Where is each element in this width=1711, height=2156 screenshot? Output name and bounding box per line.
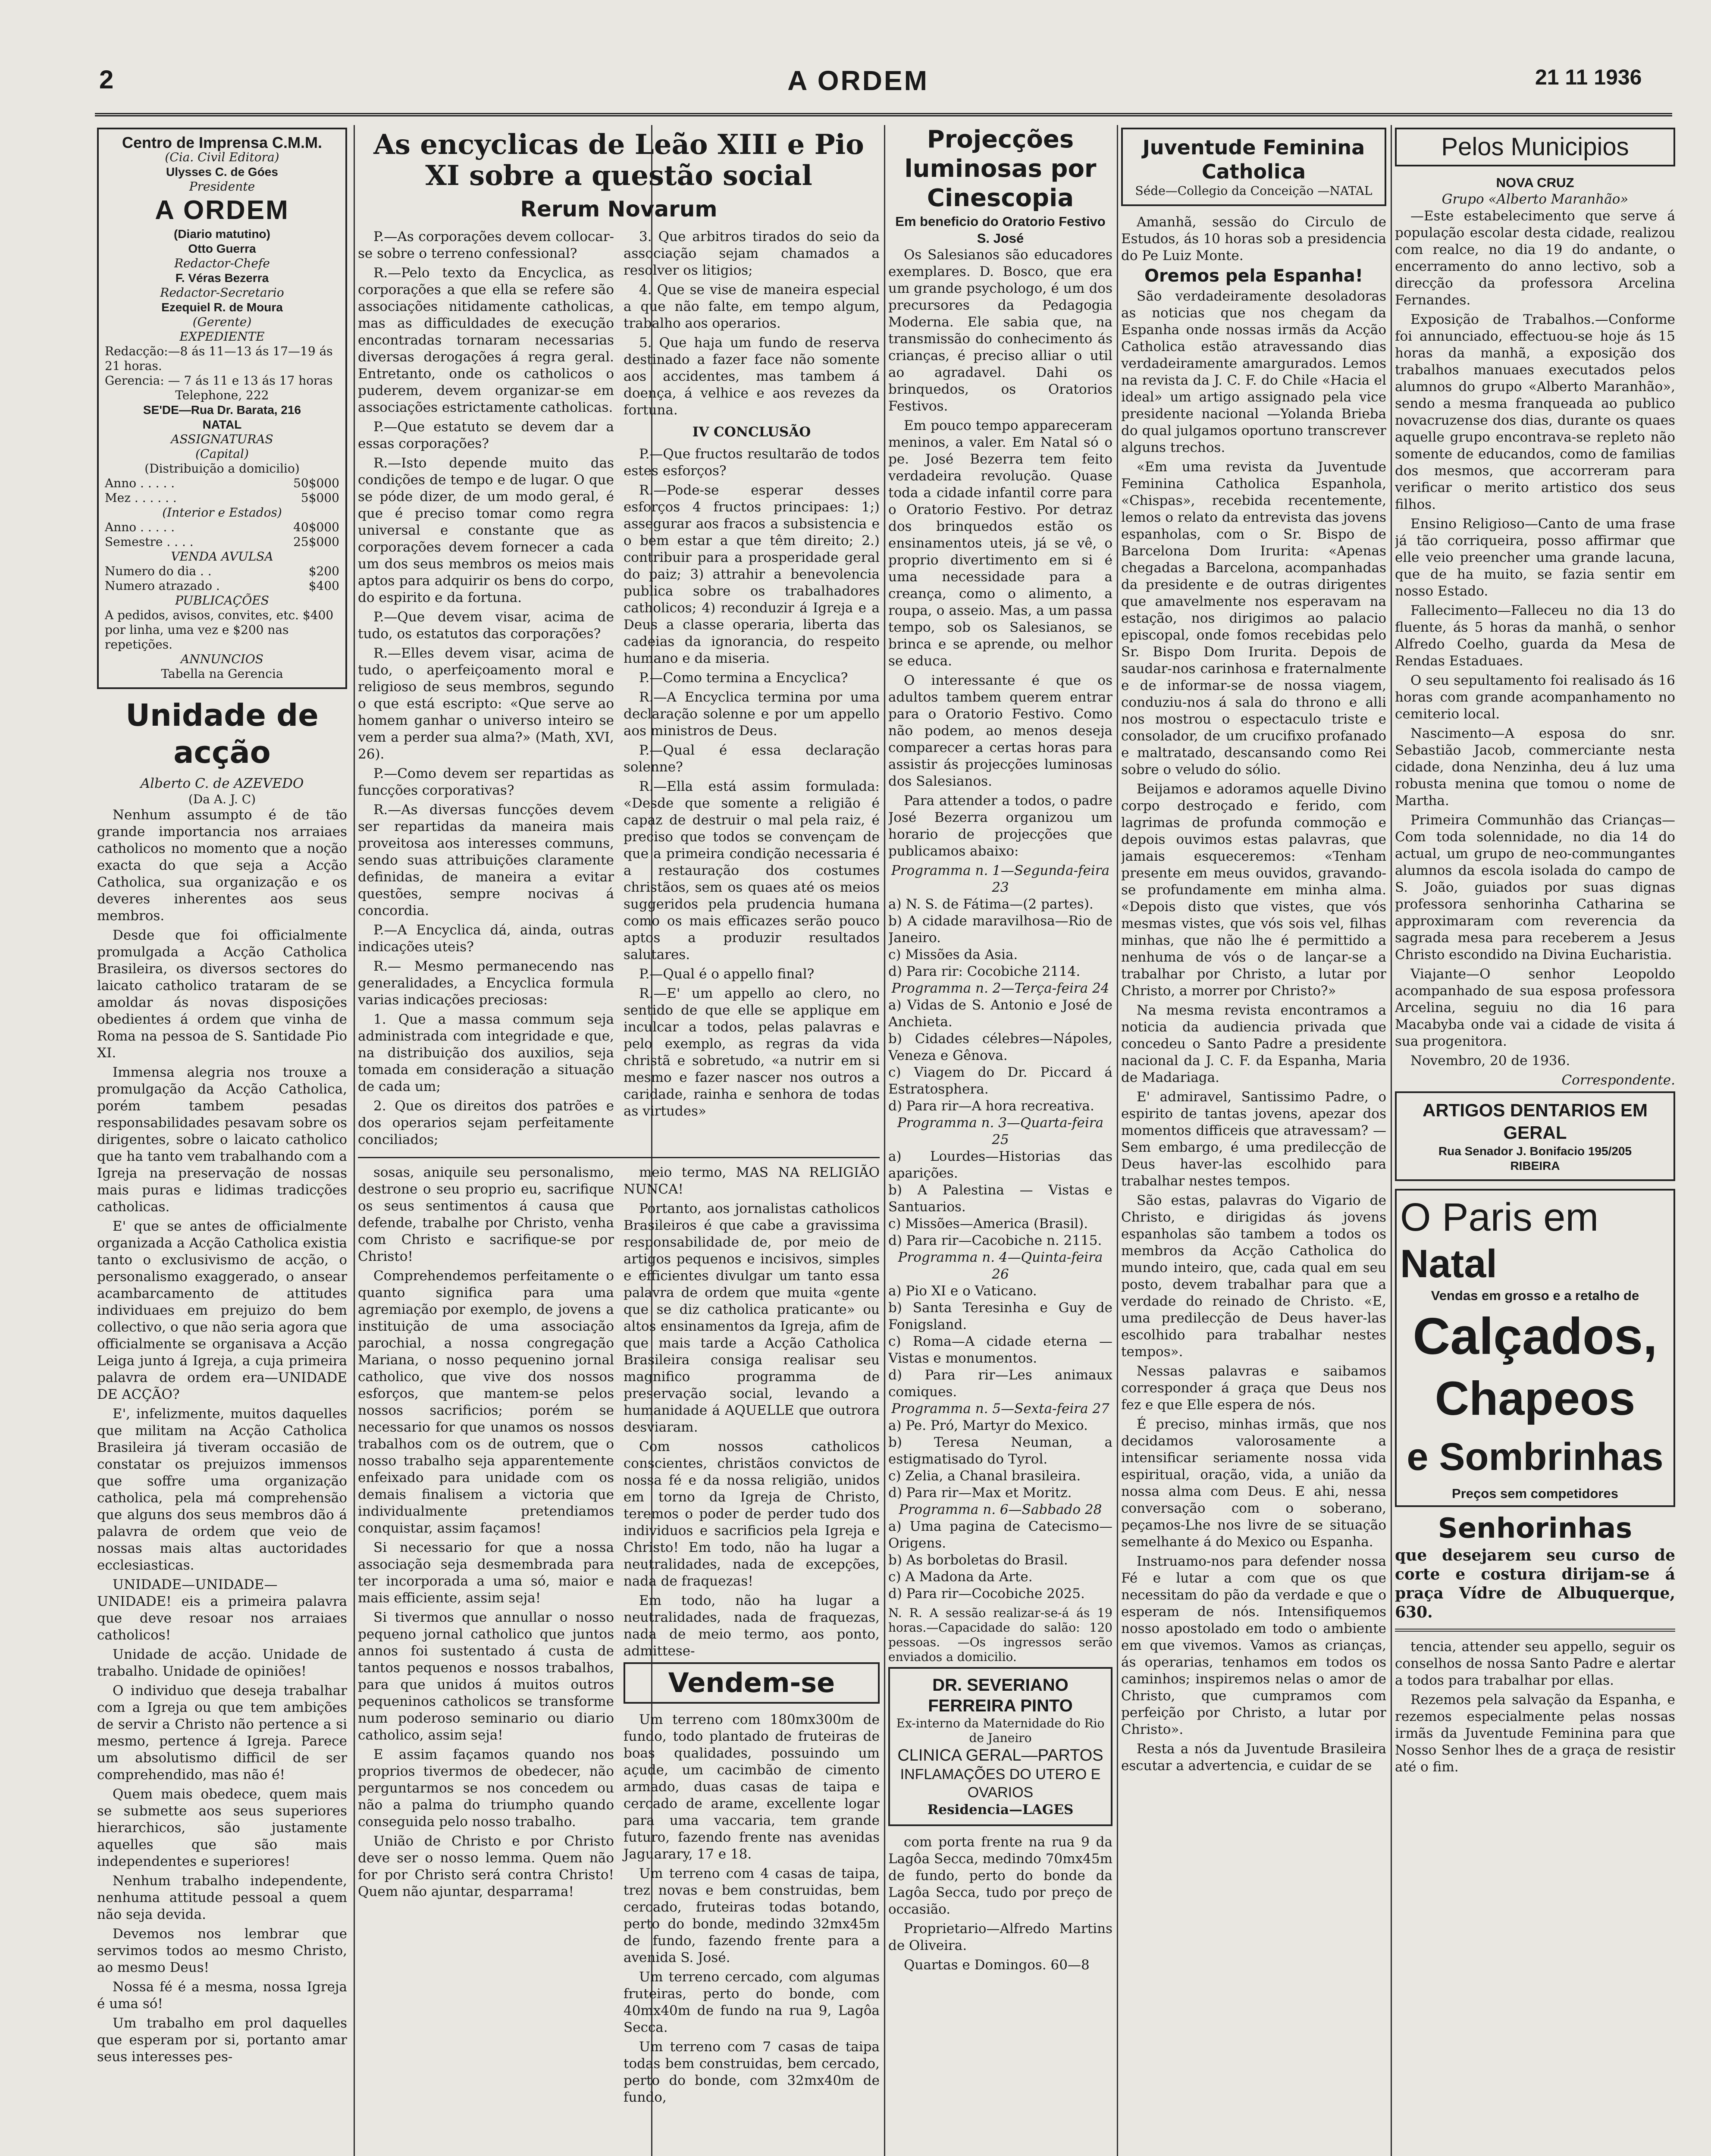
article-paragraph: E' que se antes de officialmente organizada a Acção Catholica existia tanto o exclusivismo de acção, o personalismo exaggerado, o ansear acambarcamento de attitudes individuaes em prejuizo do bem collectivo, o que não seria agora que officialmente se organisava a Acção Leiga junto á Igreja, a cuja primeira palavra de ordem era—UNIDADE DE ACÇÃO? — [97, 1219, 347, 1402]
article-title: Unidade de acção — [125, 698, 319, 770]
municipio-paragraph: Primeira Communhão das Crianças—Com toda solennidade, no dia 14 do actual, um grupo de neo-commungantes alumnos da escola isolada do campo de S. João, guiados por suas dignas professora senhorinha Catharina se approximaram com reverencia da sagrada mesa para receberem a Jesus Christo escondido na Divina Eucharistia. — [1395, 812, 1675, 962]
oremos-paragraph: Resta a nós da Juventude Brasileira escutar a advertencia, e cuidar de se — [1121, 1741, 1386, 1774]
paris-item1: Calçados, — [1413, 1307, 1658, 1365]
subscriptions-capital: (Capital) — [195, 447, 249, 461]
conclusion-paragraph: P.—Como termina a Encyclica? — [639, 670, 848, 686]
paper-sub: (Diario matutino) — [174, 227, 270, 241]
programmes-list — [888, 862, 1112, 1602]
price-value: $200 — [308, 564, 339, 578]
doctor-line1: Ex-interno da Maternidade do Rio de Janeiro — [896, 1716, 1105, 1745]
unidade-continuation — [358, 1164, 880, 2109]
president-role: Presidente — [189, 179, 255, 194]
encyclicas-title: As encyclicas de Leão XIII e Pio XI sobre a questão social — [373, 128, 864, 192]
programme-item: d) Para rir: Cocobiche 2114. — [888, 964, 1081, 979]
tabella: Tabella na Gerencia — [161, 667, 283, 681]
juventude-body — [1121, 214, 1386, 264]
article-paragraph: Nenhum assumpto é de tão grande importancia nos arraiaes catholicos no momento que a noção exacta do que seja a Acção Catholica, sua organização e os deveres inherentes aos seus membros. — [97, 807, 347, 924]
header-rule — [95, 113, 1672, 116]
president-name: Ulysses C. de Góes — [166, 165, 278, 179]
vendem-paragraph: com porta frente na rua 9 da Lagôa Secca, medindo 70mx45m de fundo, perto do bonde da Lagôa Secca, tudo por preço de occasião. — [888, 1834, 1112, 1917]
vendem-paragraph: Quartas e Domingos. 60—8 — [904, 1957, 1090, 1973]
vendem-paragraph: Um terreno com 180mx300m de fundo, todo plantado de fruteiras de boas qualidades, possuindo um açude, um cacimbão de cimento armado, duas casas de taipa e cercado de arame, excellente logar para uma vaccaria, tem grande futuro, fazendo frente nas avenidas Jaguarary, 17 e 18. — [624, 1712, 880, 1862]
encyclicas-subtitle: Rerum Novarum — [520, 197, 718, 222]
publicacoes-heading: PUBLICAÇÕES — [175, 593, 269, 608]
dentarios-place: RIBEIRA — [1510, 1159, 1560, 1172]
oremos-paragraph: Beijamos e adoramos aquelle Divino corpo destroçado e ferido, com lagrimas de profunda commoção e depois ouvimos estas palavras, que jamais esqueceremos: «Tenham presente em meus ouvidos, gravando-se profundamente em minha alma. «Depois disto que vistes, que vós mesmas vistes, que vós sois vel, filhas minhas, que não lhe é permittido a nenhuma de vós o de lançar-se a trabalhar por Christo, a lutar por Christo, a morrer por Christo?» — [1121, 781, 1386, 999]
oremos-body — [1121, 288, 1386, 1774]
section-rule — [1395, 1629, 1675, 1632]
programme-item: c) Zelia, a Chanal brasileira. — [888, 1468, 1081, 1484]
conclusion-body — [624, 446, 880, 1120]
dentarios-address: Rua Senador J. Bonifacio 195/205 — [1438, 1144, 1632, 1158]
projeccoes-paragraph: O interessante é que os adultos tambem querem entrar para o Oratorio Festivo. Como não podem, ao menos deseja comparecer a certas horas para assistir ás projecções luminosas dos Salesianos. — [888, 673, 1112, 789]
hours-redaccao: Redacção:—8 ás 11—13 ás 17—19 ás 21 horas. — [105, 344, 333, 373]
conclusion-paragraph: R.—E' um appello ao clero, no sentido de que elle se applique em inculcar a todos, pelas palavras e pelo exemplo, as regras da vida christã e sobretudo, «a nutrir em si mesmo e fazer nascer nos outros a caridade, rainha e senhora de todas as virtudes» — [624, 986, 880, 1119]
article-paragraph: Desde que foi officialmente promulgada a Acção Catholica Brasileira, os diversos sectores do laicato catholico trataram de se amoldar ás novas disposições obedientes á ordem que vinha de Roma na pessoa de S. Santidade Pio XI. — [97, 928, 347, 1061]
paper-name: A ORDEM — [155, 195, 289, 225]
vendem-paragraph: Um terreno com 7 casas de taipa todas bem construidas, bem cercado, perto do bonde, com 32mx40m de fundo, — [624, 2039, 880, 2105]
programme-item: a) Pe. Pró, Martyr do Mexico. — [888, 1418, 1088, 1433]
vendem-paragraph: Um terreno com 4 casas de taipa, trez novas e bem construidas, bem cercado, fruteiras todas botando, perto do bonde, medindo 32mx45m de fundo, fazendo frente para a avenida S. José. — [624, 1866, 880, 1965]
programme-item: d) Para rir—Max et Moritz. — [888, 1485, 1072, 1501]
article-paragraph: UNIDADE—UNIDADE—UNIDADE! eis a primeira palavra que deve resoar nos arraiaes catholicos! — [97, 1577, 347, 1643]
price-value: 5$000 — [301, 491, 339, 505]
municipios-title: Pelos Municipios — [1441, 133, 1629, 161]
article-author-sub: (Da A. J. C) — [188, 792, 256, 806]
municipio-paragraph: Novembro, 20 de 1936. — [1410, 1053, 1570, 1069]
director-name: Otto Guerra — [188, 242, 256, 255]
doctor-line3: INFLAMAÇÕES DO UTERO E OVARIOS — [900, 1766, 1101, 1801]
director-role: Redactor-Chefe — [174, 256, 270, 270]
article-author: Alberto C. de AZEVEDO — [140, 776, 304, 791]
encyclica-paragraph: R.—Pelo texto da Encyclica, as corporações a que ella se refere são associações nitidamente catholicas, mas as difficuldades de execução encontradas tornaram necessarias diversas derogações á regra geral. Entretanto, onde os catholicos o puderem, devem organizar-se em associações estrictamente catholicas. — [358, 265, 614, 415]
vendem-continuation — [888, 1834, 1112, 1974]
vendem-paragraph: Proprietario—Alfredo Martins de Oliveira. — [888, 1921, 1112, 1953]
article-paragraph: Immensa alegria nos trouxe a promulgação da Acção Catholica, porém tambem pesadas responsabilidades pesavam sobre os dirigentes, sobre o laicato catholico que ha tanto vem trabalhando com a Igreja na preservação de nossas mais puras e lidimas tradicções catholicas. — [97, 1065, 347, 1215]
column-4 — [1121, 125, 1386, 2156]
encyclica-paragraph: 1. Que a massa commum seja administrada com integridade e que, na distribuição dos auxilios, seja tomada em consideração a situação de cada um; — [358, 1012, 614, 1094]
programme-title: Programma n. 4—Quinta-feira 26 — [898, 1250, 1103, 1282]
programme-item: d) Para rir—Cocobiche 2025. — [888, 1586, 1085, 1601]
column-1 — [97, 125, 347, 2156]
secretary-name: F. Véras Bezerra — [175, 271, 269, 285]
municipio-paragraph: Viajante—O senhor Leopoldo acompanhado de sua esposa professora Arcelina, seguiu no dia 16 para Macabyba onde vai a cidade de visita á sua progenitora. — [1395, 966, 1675, 1049]
annuncios-heading: ANNUNCIOS — [181, 652, 263, 666]
column-divider — [1391, 125, 1392, 2156]
programme-title: Programma n. 1—Segunda-feira 23 — [891, 863, 1110, 895]
continuation-left — [358, 1164, 614, 2109]
doctor-line4: Residencia—LAGES — [927, 1802, 1074, 1818]
continuation-paragraph: E assim façamos quando nos proprios tivermos de obedecer, não perguntarmos se nos concedem ou não a palma do triumpho quando conseguida pelo nosso trabalho. — [358, 1747, 614, 1830]
encyclica-paragraph: 5. Que haja um fundo de reserva destinado a fazer face não somente aos accidentes, mas tambem á doença, á velhice e aos revezes da fortuna. — [624, 335, 880, 418]
encyclica-paragraph: R.—As diversas funcções devem ser repartidas da maneira mais proveitosa aos interesses communs, sendo suas attribuições claramente definidas, de maneira a evitar questões, sempre nocivas á concordia. — [358, 802, 614, 918]
municipio-paragraph: Ensino Religioso—Canto de uma frase já tão corriqueira, posso affirmar que elle veio preencher uma grande lacuna, que de ha muito, se fazia sentir em nosso Estado. — [1395, 516, 1675, 599]
senhorinhas-title: Senhorinhas — [1438, 1513, 1633, 1545]
price-value: 50$000 — [293, 476, 339, 490]
price-label: Semestre . . . . — [105, 535, 194, 549]
programme-item: b) As borboletas do Brasil. — [888, 1552, 1068, 1568]
column-5 — [1395, 125, 1675, 2156]
column-divider — [1117, 125, 1118, 2156]
correspondente: Correspondente. — [1561, 1072, 1675, 1088]
programme-item: d) Para rir—Cacobiche n. 2115. — [888, 1233, 1102, 1248]
subscriptions-delivery: (Distribuição a domicilio) — [144, 461, 300, 476]
article-paragraph: Unidade de acção. Unidade de trabalho. Unidade de opiniões! — [97, 1647, 347, 1679]
column-3 — [888, 125, 1112, 2156]
encyclica-paragraph: P.—As corporações devem collocar-se sobre o terreno confessional? — [358, 229, 614, 261]
programme-item: a) Vidas de S. Antonio e José de Anchieta. — [888, 997, 1112, 1030]
vendem-body — [624, 1711, 880, 2106]
price-value: 25$000 — [293, 535, 339, 549]
article-paragraph: Nenhum trabalho independente, nenhuma attitude pessoal a quem não seja devida. — [97, 1873, 347, 1922]
encyclica-paragraph: R.—Elles devem visar, acima de tudo, o aperfeiçoamento moral e religioso de seus membros, segundo o que está escripto: «Que serve ao homem ganhar o universo inteiro se vem a perder sua alma?» (Math, XVI, 26). — [358, 646, 614, 762]
section-rule — [358, 1157, 880, 1158]
manager-name: Ezequiel R. de Moura — [161, 301, 283, 314]
doctor-ad — [888, 1667, 1112, 1826]
encyclica-paragraph: P.—A Encyclica dá, ainda, outras indicações uteis? — [358, 922, 614, 955]
price-label: Numero atrazado . — [105, 579, 220, 593]
conclusion-paragraph: P.—Qual é o appello final? — [639, 966, 815, 982]
juventude-continuation — [1395, 1639, 1675, 1776]
price-row — [105, 564, 339, 579]
encyclica-paragraph: P.—Que estatuto se devem dar a essas corporações? — [358, 419, 614, 451]
dentarios-ad — [1395, 1091, 1675, 1181]
conclusion-paragraph: R.—A Encyclica termina por uma declaração solenne e por um appello aos ministros de Deus. — [624, 689, 880, 739]
senhorinhas-text: que desejarem seu curso de corte e costura dirijam-se á praça Vídre de Albuquerque, 630. — [1395, 1546, 1675, 1621]
vendem-box — [624, 1662, 880, 1704]
programme-item: c) A Madona da Arte. — [888, 1569, 1033, 1585]
continuation-paragraph: União de Christo e por Christo deve ser o nosso lemma. Quem não for por Christo será contra Christo! Quem não ajuntar, desparrama! — [358, 1833, 614, 1899]
programme-item: c) Missões da Asia. — [888, 947, 1018, 962]
projeccoes-paragraph: Os Salesianos são educadores exemplares. D. Bosco, que era um grande psychologo, é um dos precursores da Pedagogia Moderna. Ele sabia que, na transmissão do conhecimento ás crianças, é preciso alliar o util ao agradavel. Dahi os brinquedos, os Oratorios Festivos. — [888, 247, 1112, 414]
paris-ad — [1395, 1189, 1675, 1507]
masthead: A ORDEM — [787, 65, 929, 96]
price-row — [105, 579, 339, 593]
price-value: $400 — [308, 579, 339, 593]
continuation-paragraph: Si tivermos que annullar o nosso pequeno jornal catholico que juntos annos foi sustentado á custa de tantos pequenos e nossos trabalhos, para que unidos á muitos outros pequeninos catholicos se transforme num poderoso seminario ou diario catholico, assim seja! — [358, 1610, 614, 1743]
juventude-sub: Séde—Collegio da Conceição —NATAL — [1135, 184, 1373, 198]
paris-item2: Chapeos — [1435, 1372, 1636, 1425]
programme-item: b) A cidade maravilhosa—Rio de Janeiro. — [888, 913, 1112, 946]
encyclica-paragraph: P.—Como devem ser repartidas as funcções corporativas? — [358, 766, 614, 798]
paris-line1: O Paris em — [1400, 1195, 1599, 1239]
projeccoes-paragraph: Para attender a todos, o padre José Bezerra organizou um horario de projecções que publicamos abaixo: — [888, 793, 1112, 859]
issue-date: 21 11 1936 — [1535, 65, 1642, 89]
publisher-company: Centro de Imprensa C.M.M. — [122, 134, 323, 151]
continuation-paragraph: Com nossos catholicos conscientes, christãos convictos de nossa fé e da nossa religião, unidos em torno da Igreja de Christo, teremos o poder de perder tudo dos individuos e sacrificios pela Igreja e Christo! Em todo, não ha lugar a neutralidades, nada de excepções, nada de fraquezas! — [624, 1439, 880, 1589]
encyclicas-column-left — [358, 229, 614, 1151]
publisher-company-sub: (Cia. Civil Editora) — [165, 150, 279, 164]
programme-item: b) Teresa Neuman, a estigmatisado do Tyrol. — [888, 1435, 1112, 1467]
encyclica-paragraph: R.— Mesmo permanecendo nas generalidades, a Encyclica formula varias indicações preciosas: — [358, 959, 614, 1008]
programme-item: d) Para rir—A hora recreativa. — [888, 1098, 1094, 1114]
publicacoes-text: A pedidos, avisos, convites, etc. $400 por linha, uma vez e $200 nas repetições. — [105, 608, 334, 652]
subscriptions-interior: (Interior e Estados) — [162, 505, 282, 520]
oremos-paragraph: E' admiravel, Santissimo Padre, o espirito de tantas jovens, apezar dos momentos difficeis que atravessam? —Sem embargo, é uma predilecção de Deus haver-las escolhido para trabalhar nestes tempos. — [1121, 1089, 1386, 1189]
price-row — [105, 535, 339, 549]
article-paragraph: Quem mais obedece, quem mais se submette aos seus superiores hierarchicos, são justamente aquelles que são mais independentes e superiores! — [97, 1786, 347, 1869]
expediente-heading: EXPEDIENTE — [179, 329, 265, 344]
publisher-box — [97, 128, 347, 689]
telephone: Telephone, 222 — [175, 388, 269, 402]
encyclicas-right-body — [624, 229, 880, 419]
programme-item: b) Cidades célebres—Nápoles, Veneza e Gênova. — [888, 1031, 1112, 1063]
programme-item: c) Roma—A cidade eterna —Vistas e monumentos. — [888, 1334, 1112, 1366]
conclusion-paragraph: P.—Qual é essa declaração solenne? — [624, 743, 880, 775]
municipio-paragraph: Exposição de Trabalhos.—Conforme foi annunciado, effectuou-se hoje ás 15 horas da manhã, a exposição dos trabalhos manuaes executados pelos alumnos do grupo «Alberto Maranhão», sendo a mesma franqueada ao publico novacruzense dos dias, durante os quaes aquelle grupo encontrava-se repleto não somente de educandos, como de familias dos mesmos, que accorreram para verificar o merito artistico dos seus filhos. — [1395, 312, 1675, 512]
page-number: 2 — [99, 65, 114, 94]
programme-item: c) Missões—America (Brasil). — [888, 1216, 1088, 1232]
municipios-box — [1395, 128, 1675, 166]
paris-item3: e Sombrinhas — [1407, 1435, 1664, 1479]
price-label: Anno . . . . . — [105, 476, 175, 490]
article-paragraph: Devemos nos lembrar que servimos todos ao mesmo Christo, ao mesmo Deus! — [97, 1926, 347, 1975]
municipio-paragraph: O seu sepultamento foi realisado ás 16 horas com grande acompanhamento no cemiterio local. — [1395, 673, 1675, 722]
programme-title: Programma n. 2—Terça-feira 24 — [891, 981, 1109, 996]
oremos-paragraph: Instruamo-nos para defender nossa Fé e lutar a com que os que necessitam do pão da verdade e que o esperam de nós. Intensifiquemos nosso apostolado em todo o ambiente em que vivemos. Vamos as crianças, ás operarias, tenhamos em todos os caminhos; inspiremos nelas o amor de Christo, que cumpramos com perfeição por Christo, a lutar por Christo». — [1121, 1554, 1386, 1737]
encyclica-paragraph: R.—Isto depende muito das condições de tempo e de lugar. O que se póde dizer, de um modo geral, é que é preciso tomar como regra universal e constante que as corporações devem fornecer a cada um dos seus membros os meios mais aptos para adquirir os bens do corpo, do espirito e da fortuna. — [358, 455, 614, 605]
programme-title: Programma n. 6—Sabbado 28 — [899, 1502, 1102, 1517]
juventude-title: Juventude Feminina Catholica — [1142, 136, 1365, 183]
encyclica-paragraph: P.—Que devem visar, acima de tudo, os estatutos das corporações? — [358, 609, 614, 642]
column-2 — [358, 125, 880, 2156]
projeccoes-paragraph: Em pouco tempo appareceram meninos, a valer. Em Natal só o pe. José Bezerra tem feito verdadeira revolução. Quase toda a cidade infantil corre para o Oratorio Festivo. Por detraz dos brinquedos estão os ensinamentos uteis, já se vê, o proprio divertimento em si é uma necessidade para a creança, como o alimento, a roupa, o asseio. Mas, a um passa tempo, sob os Salesianos, se brinca e se aprende, ou melhor se educa. — [888, 418, 1112, 669]
oremos-paragraph: Na mesma revista encontramos a noticia da audiencia privada que concedeu o Santo Padre a presidente nacional da J. C. F. da Espanha, Maria de Madariaga. — [1121, 1003, 1386, 1085]
avulsa-heading: VENDA AVULSA — [171, 549, 273, 564]
municipio-group: Grupo «Alberto Maranhão» — [1442, 191, 1629, 207]
price-label: Anno . . . . . — [105, 520, 175, 534]
continuation-paragraph: meio termo, MAS NA RELIGIÃO NUNCA! — [624, 1165, 880, 1197]
oremos-paragraph: Nessas palavras e saibamos corresponder á graça que Deus nos fez e que Elle espera de nós. — [1121, 1363, 1386, 1413]
price-label: Mez . . . . . . — [105, 491, 177, 505]
conclusion-title: IV CONCLUSÃO — [692, 424, 811, 440]
price-row — [105, 476, 339, 491]
vendem-title: Vendem-se — [668, 1667, 835, 1698]
programme-item: a) Lourdes—Historias das aparições. — [888, 1149, 1112, 1181]
price-label: Numero do dia . . — [105, 564, 212, 578]
column-divider — [354, 125, 355, 2156]
dentarios-title: ARTIGOS DENTARIOS EM GERAL — [1423, 1100, 1648, 1143]
price-row — [105, 520, 339, 535]
city: NATAL — [202, 418, 242, 431]
vendem-paragraph: Um terreno cercado, com algumas fruteiras, perto do bonde, com 40mx40m de fundo na rua 9, Lagôa Secca. — [624, 1969, 880, 2035]
continuation-paragraph: Portanto, aos jornalistas catholicos Brasileiros é que cabe a gravissima responsabilidade de, por meio de artigos pequenos e incisivos, simples e efficientes divulgar um tanto essa palavra de ordem que muita «gente que se diz catholica praticante» ou altos ensinamentos da Igreja, afim de que mais tarde a Acção Catholica Brasileira consiga realisar seu magnifico programma de preservação social, levando a humanidade á AQUELLE que outrora desviaram. — [624, 1201, 880, 1435]
article-paragraph: O individuo que deseja trabalhar com a Igreja ou que tem ambições de servir a Christo não pertence a si mesmo, pertence á Igreja. Parece um absolutismo difficil de ser comprehendido, mas não é! — [97, 1683, 347, 1783]
article-body — [97, 807, 347, 2065]
paris-footer: Preços sem competidores — [1452, 1486, 1618, 1501]
encyclica-paragraph: 2. Que os direitos dos patrões e dos operarios sejam perfeitamente conciliados; — [358, 1098, 614, 1147]
column-divider — [884, 125, 885, 2156]
municipio-paragraph: Fallecimento—Falleceu no dia 13 do fluente, ás 5 horas da manhã, o senhor Alfredo Coelho, guarda da Mesa de Rendas Estaduaes. — [1395, 603, 1675, 669]
encyclica-paragraph: 3. Que arbitros tirados do seio da associação sejam chamados a resolver os litigios; — [624, 229, 880, 278]
oremos-paragraph: São verdadeiramente desoladoras as noticias que nos chegam da Espanha onde nossas irmãs da Acção Catholica estão atravessando dias verdadeiramente amargurados. Lemos na revista da J. C. F. do Chile «Hacia el ideal» um artigo assignado pela vice presidente nacional —Yolanda Brieba do qual julgamos oportuno transcrever alguns trechos. — [1121, 288, 1386, 455]
juventude-box — [1121, 128, 1386, 206]
article-paragraph: Nossa fé é a mesma, nossa Igreja é uma só! — [97, 1979, 347, 2012]
conclusion-paragraph: P.—Que fructos resultarão de todos estes esforços? — [624, 446, 880, 479]
encyclica-paragraph: 4. Que se vise de maneira especial a que não falte, em tempo algum, trabalho aos operarios. — [624, 282, 880, 331]
programme-title: Programma n. 3—Quarta-feira 25 — [897, 1115, 1104, 1147]
programme-item: b) Santa Teresinha e Guy de Fonigsland. — [888, 1300, 1112, 1332]
conclusion-paragraph: R.—Pode-se esperar desses esforços 4 fructos principaes: 1;) assegurar aos fracos a subsistencia e o bem estar a que têm direito; 2.) contribuir para a prosperidade geral do paiz; 3) attrahir a benevolencia publica sobre os trabalhadores catholicos; 4) reconduzir á Igreja e a Deus a classe operaria, liberta das cadeias da ignorancia, do respeito humano e da miseria. — [624, 483, 880, 666]
programme-title: Programma n. 5—Sexta-feira 27 — [891, 1401, 1109, 1416]
municipio-paragraph: Nascimento—A esposa do snr. Sebastião Jacob, commerciante nesta cidade, dona Nenzinha, deu á luz uma robusta menina que tomou o nome de Martha. — [1395, 726, 1675, 808]
encyclicas-column-right — [624, 229, 880, 1151]
doctor-line2: CLINICA GERAL—PARTOS — [897, 1746, 1103, 1764]
continuation-right — [624, 1164, 880, 2109]
secretary-role: Redactor-Secretario — [160, 285, 284, 300]
continuation-paragraph: sosas, aniquile seu personalismo, destrone o seu proprio eu, sacrifique os seus sentimentos á causa que defende, trabalhe por Christo, venha com Christo e sacrifique-se por Christo! — [358, 1165, 614, 1264]
municipio-paragraph: —Este estabelecimento que serve á população escolar desta cidade, realizou com realce, no dia 19 do andante, o encerramento do anno lectivo, sob a direcção da professora Arcelina Fernandes. — [1395, 208, 1675, 308]
programme-item: d) Para rir—Les animaux comiques. — [888, 1367, 1112, 1400]
programme-item: b) A Palestina — Vistas e Santuarios. — [888, 1182, 1112, 1215]
doctor-name: DR. SEVERIANO FERREIRA PINTO — [928, 1676, 1073, 1715]
oremos-paragraph: É preciso, minhas irmãs, que nos decidamos valorosamente a intensificar seriamente nossa vida espiritual, oração, vida, a união da nossa alma com Deus. E ahi, nessa conversação com o soberano, peçamos-Lhe nos livre de se situação semelhante á do Mexico ou Espanha. — [1121, 1416, 1386, 1550]
paris-sub: Vendas em grosso e a retalho de — [1431, 1288, 1639, 1303]
juventude-paragraph: Amanhã, sessão do Circulo de Estudos, ás 10 horas sob a presidencia do Pe Luiz Monte. — [1121, 214, 1386, 263]
continuation-paragraph: Si necessario for que a nossa associação seja desmembrada para ter incorporada a uma só, maior e mais efficiente, assim seja! — [358, 1540, 614, 1606]
projeccoes-title: Projecções luminosas por Cinescopia — [904, 125, 1097, 212]
oremos-heading: Oremos pela Espanha! — [1144, 266, 1363, 286]
programme-item: a) Pio XI e o Vaticano. — [888, 1283, 1037, 1299]
projeccoes-note: N. R. A sessão realizar-se-á ás 19 horas.—Capacidade do salão: 120 pessoas. —Os ingressos serão enviados a domicilio. — [888, 1606, 1112, 1664]
projeccoes-body — [888, 247, 1112, 860]
paris-line2: Natal — [1400, 1242, 1497, 1286]
subscriptions-heading: ASSIGNATURAS — [171, 432, 273, 446]
oremos-paragraph: São estas, palavras do Vigario de Christo, e dirigidas ás jovens espanholas são tambem a todos os membros da Acção Catholica do mundo inteiro, que, cada qual em seu posto, devem trabalhar para que a verdade do reinado de Christo. «E, uma predilecção de Deus haver-las escolhido para trabalhar nestes tempos». — [1121, 1193, 1386, 1360]
hours-gerencia: Gerencia: — 7 ás 11 e 13 ás 17 horas — [105, 373, 333, 388]
projeccoes-subtitle: Em beneficio do Oratorio Festivo S. José — [895, 214, 1106, 246]
price-row — [105, 491, 339, 505]
municipios-body — [1395, 208, 1675, 1069]
programme-item: a) N. S. de Fátima—(2 partes). — [888, 896, 1094, 912]
municipio-city: NOVA CRUZ — [1496, 175, 1574, 190]
article-paragraph: Um trabalho em prol daquelles que esperam por si, portanto amar seus interesses pes- — [97, 2015, 347, 2065]
manager-role: (Gerente) — [192, 315, 252, 329]
continuation-paragraph: Em todo, não ha lugar a neutralidades, nada de fraquezas, nada de meio termo, aos ponto, admittese- — [624, 1593, 880, 1659]
juventude-end-paragraph: Rezemos pela salvação da Espanha, e rezemos especialmente pelas nossas irmãs da Juventude Feminina para que Nosso Senhor lhes de a graça de resistir até o fim. — [1395, 1692, 1675, 1775]
encyclicas-columns — [358, 229, 880, 1151]
article-paragraph: E', infelizmente, muitos daquelles que militam na Acção Catholica Brasileira já tiveram occasião de constatar os prejuizos immensos que soffre uma organização catholica, pela má comprehensão que alguns dos seus membros dão á palavra de ordem que veio de nossas mais altas auctoridades ecclesiasticas. — [97, 1406, 347, 1573]
continuation-paragraph: Comprehendemos perfeitamente o quanto significa para uma agremiação por exemplo, de jovens a instituição de uma associação parochial, a nossa congregação Mariana, o nosso pequenino jornal catholico, que vive dos nossos esforços, que mantem-se pelos nossos sacrificios; porém se necessario for que unamos os nossos trabalhos com os de outrem, que o nosso trabalho seja apparentemente enfeixado para unidade com os demais finalisem a victoria que individualmente pretendiamos conquistar, assim façamos! — [358, 1268, 614, 1536]
continuation-right-body — [624, 1164, 880, 1660]
juventude-end-paragraph: tencia, attender seu appello, seguir os conselhos de nossa Santo Padre e alertar a todos para trabalhar por ellas. — [1395, 1639, 1675, 1688]
programme-item: c) Viagem do Dr. Piccard á Estratosphera. — [888, 1065, 1112, 1097]
price-value: 40$000 — [293, 520, 339, 534]
oremos-paragraph: «Em uma revista da Juventude Feminina Catholica Espanhola, «Chispas», recebida recentemente, lemos o relato da entrevista das jovens espanholas, com o Sr. Bispo de Barcelona Dom Irurita: «Apenas chegadas a Barcelona, acompanhadas da presidente e de outras dirigentes que amavelmente nos esperavam na estação, nos dirigimos ao palacio episcopal, onde fomos recebidas pelo Sr. Bispo Dom Irurita. Depois de saudar-nos carinhosa e fraternalmente e de informar-se de nossa viagem, conduziu-nos á sala do throno e alli nos mostrou o espectaculo triste e consolador, de um crucifixo profanado e maltratado, descansando como Rei sobre o veludo do sólio. — [1121, 459, 1386, 777]
conclusion-paragraph: R.—Ella está assim formulada: «Desde que somente a religião é capaz de destruir o mal pela raiz, é preciso que todos se convençam de que a primeira condição necessaria é a restauração dos costumes christãos, sem os quaes até os meios suggeridos pela prudencia humana como os mais efficazes serão pouco aptos a produzir resultados salutares. — [624, 779, 880, 962]
address: SE'DE—Rua Dr. Barata, 216 — [143, 403, 301, 417]
programme-item: a) Uma pagina de Catecismo—Origens. — [888, 1519, 1112, 1551]
